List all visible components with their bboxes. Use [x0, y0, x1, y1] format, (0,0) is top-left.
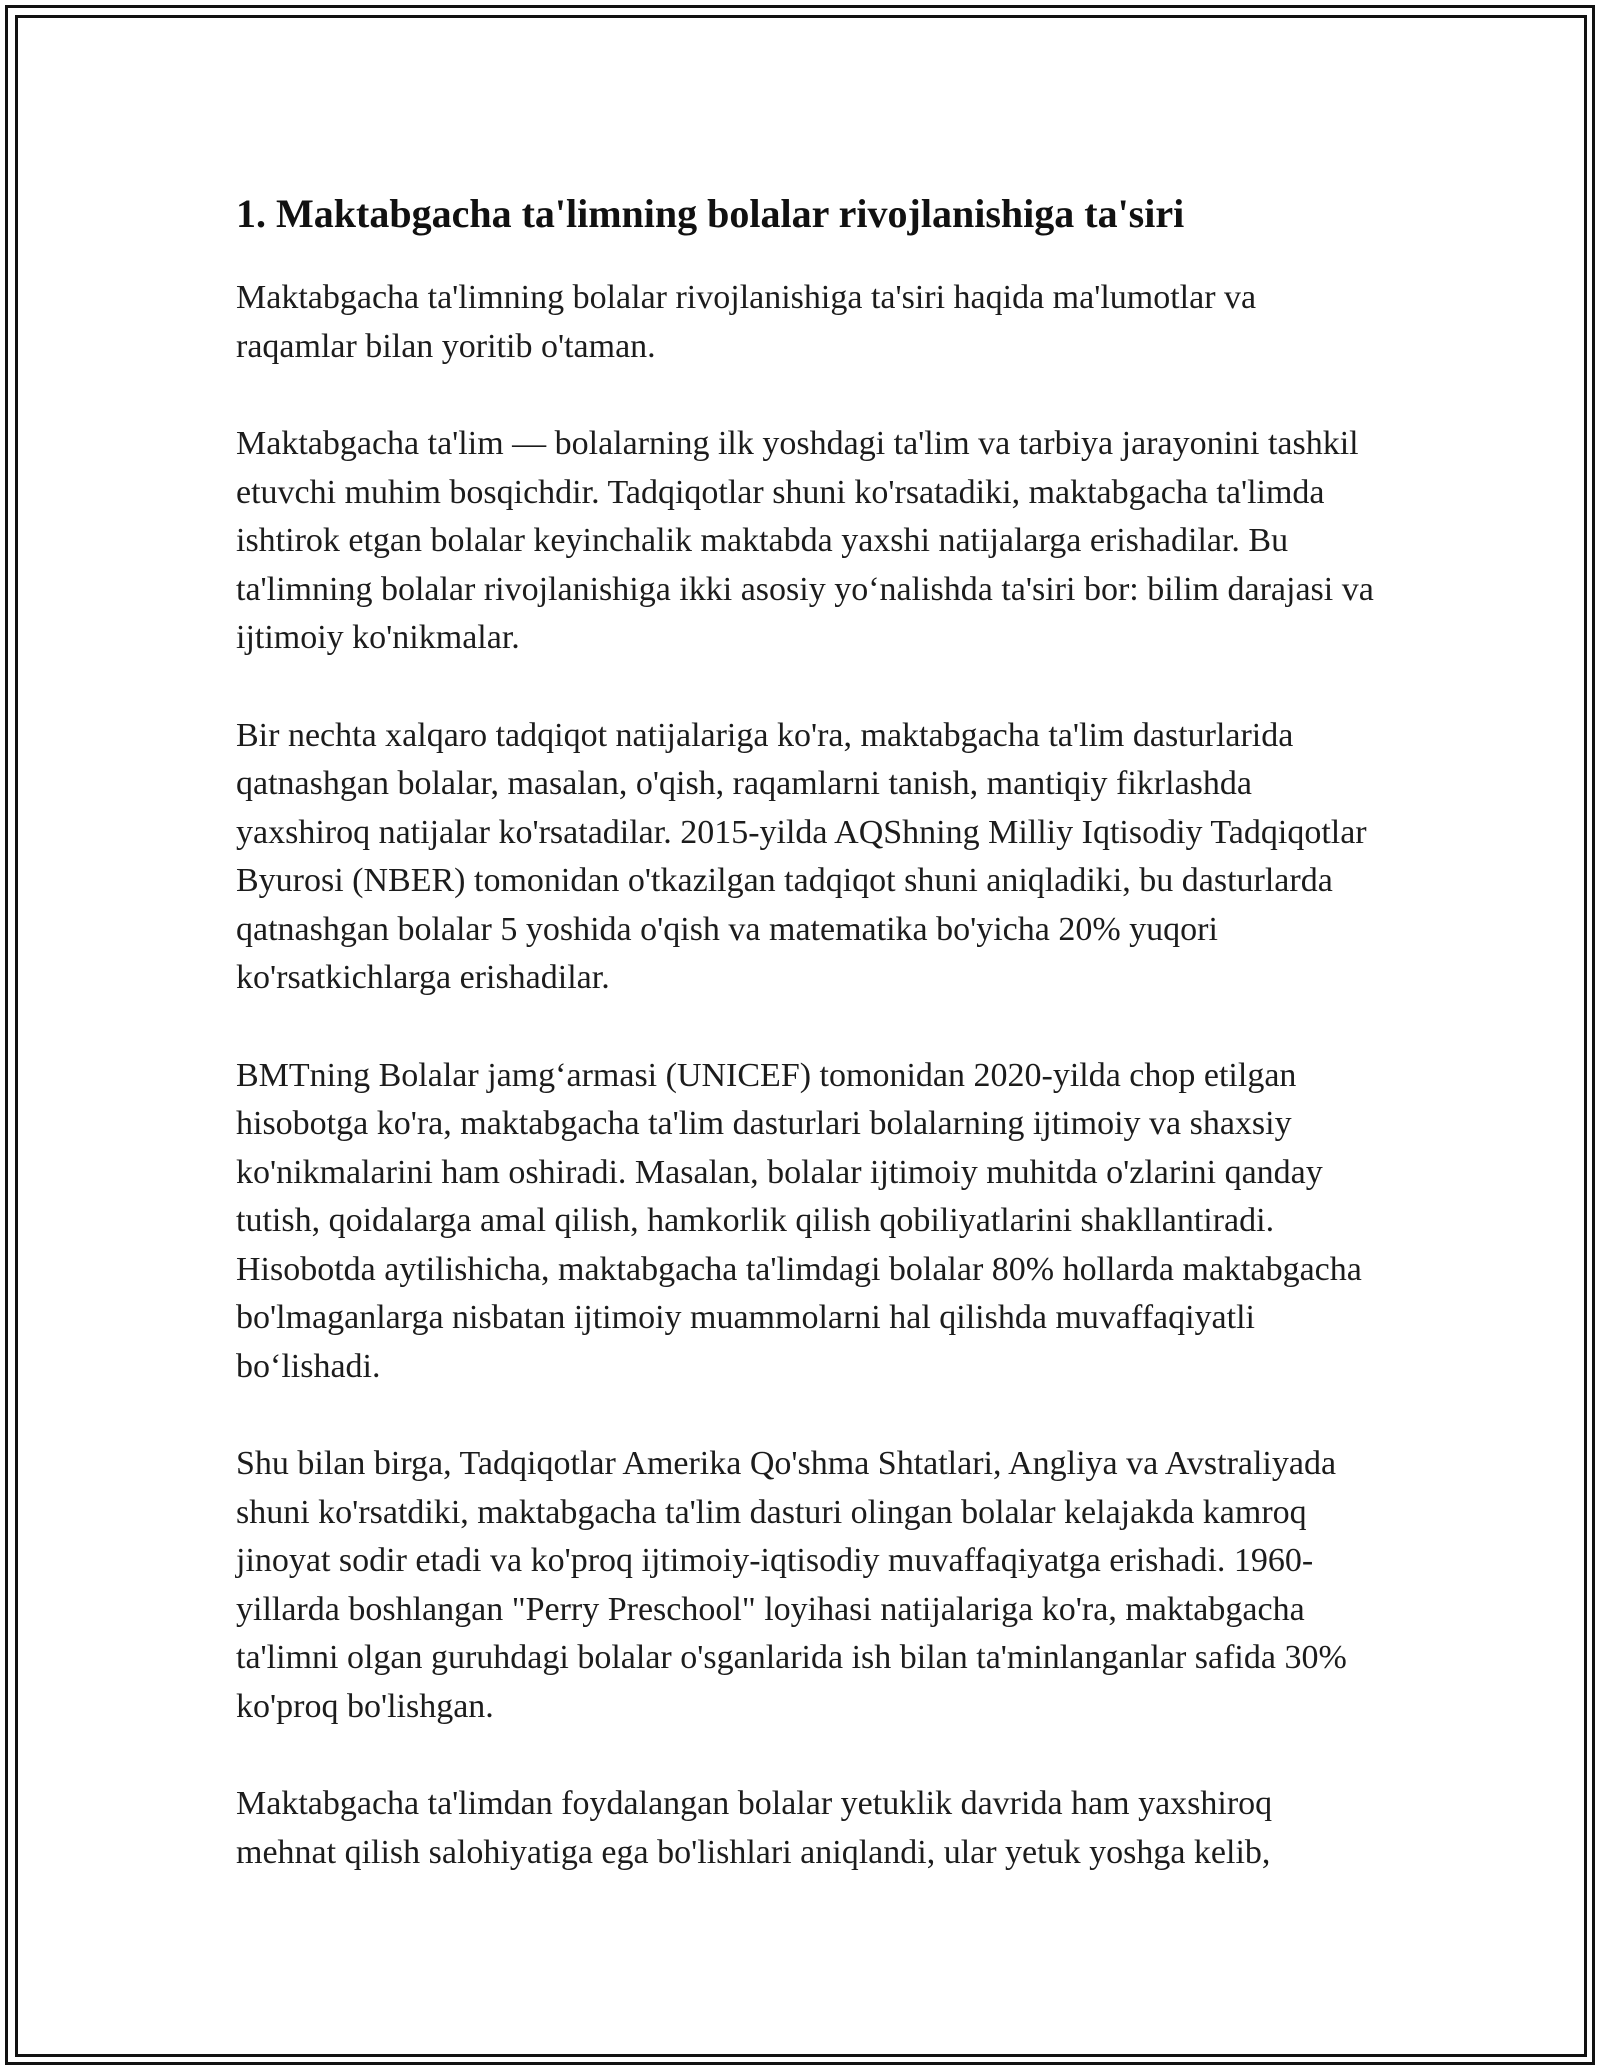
document-body: [236, 184, 1376, 1877]
paragraph-unicef-report: BMTning Bolalar jamg‘armasi (UNICEF) tomonidan 2020-yilda chop etilgan hisobotga ko'ra, maktabgacha ta'lim dasturlari bolalarning ijtimoiy va shaxsiy ko'nikmalarini ham oshiradi. Masalan, bolalar ijtimoiy muhitda o'zlarini qanday tutish, qoidalarga amal qilish, hamkorlik qilish qobiliyatlarini shakllantiradi. Hisobotda aytilishicha, maktabgacha ta'limdagi bolalar 80% hollarda maktabgacha bo'lmaganlarga nisbatan ijtimoiy muammolarni hal qilishda muvaffaqiyatli bo‘lishadi.: [236, 1056, 1362, 1385]
paragraph-intro: Maktabgacha ta'limning bolalar rivojlanishiga ta'siri haqida ma'lumotlar va raqamlar bilan yoritib o'taman.: [236, 279, 1257, 365]
paragraph-nber-study: Bir nechta xalqaro tadqiqot natijalariga ko'ra, maktabgacha ta'lim dasturlarida qatnashgan bolalar, masalan, o'qish, raqamlarni tanish, mantiqiy fikrlashda yaxshiroq natijalar ko'rsatadilar. 2015-yilda AQShning Milliy Iqtisodiy Tadqiqotlar Byurosi (NBER) tomonidan o'tkazilgan tadqiqot shuni aniqladiki, bu dasturlarda qatnashgan bolalar 5 yoshida o'qish va matematika bo'yicha 20% yuqori ko'rsatkichlarga erishadilar.: [236, 716, 1367, 996]
paragraph-adulthood: Maktabgacha ta'limdan foydalangan bolalar yetuklik davrida ham yaxshiroq mehnat qilish salohiyatiga ega bo'lishlari aniqlandi, ular yetuk yoshga kelib,: [236, 1785, 1273, 1871]
section-title: 1. Maktabgacha ta'limning bolalar rivojlanishiga ta'siri: [236, 191, 1185, 236]
paragraph-definition: Maktabgacha ta'lim — bolalarning ilk yoshdagi ta'lim va tarbiya jarayonini tashkil etuvchi muhim bosqichdir. Tadqiqotlar shuni ko'rsatadiki, maktabgacha ta'limda ishtirok etgan bolalar keyinchalik maktabda yaxshi natijalarga erishadilar. Bu ta'limning bolalar rivojlanishiga ikki asosiy yo‘nalishda ta'siri bor: bilim darajasi va ijtimoiy ko'nikmalar.: [236, 425, 1374, 656]
paragraph-perry-preschool: Shu bilan birga, Tadqiqotlar Amerika Qo'shma Shtatlari, Angliya va Avstraliyada shuni ko'rsatdiki, maktabgacha ta'lim dasturi olingan bolalar kelajakda kamroq jinoyat sodir etadi va ko'proq ijtimoiy-iqtisodiy muvaffaqiyatga erishadi. 1960-yillarda boshlangan "Perry Preschool" loyihasi natijalariga ko'ra, maktabgacha ta'limni olgan guruhdagi bolalar o'sganlarida ish bilan ta'minlanganlar safida 30% ko'proq bo'lishgan.: [236, 1445, 1347, 1725]
